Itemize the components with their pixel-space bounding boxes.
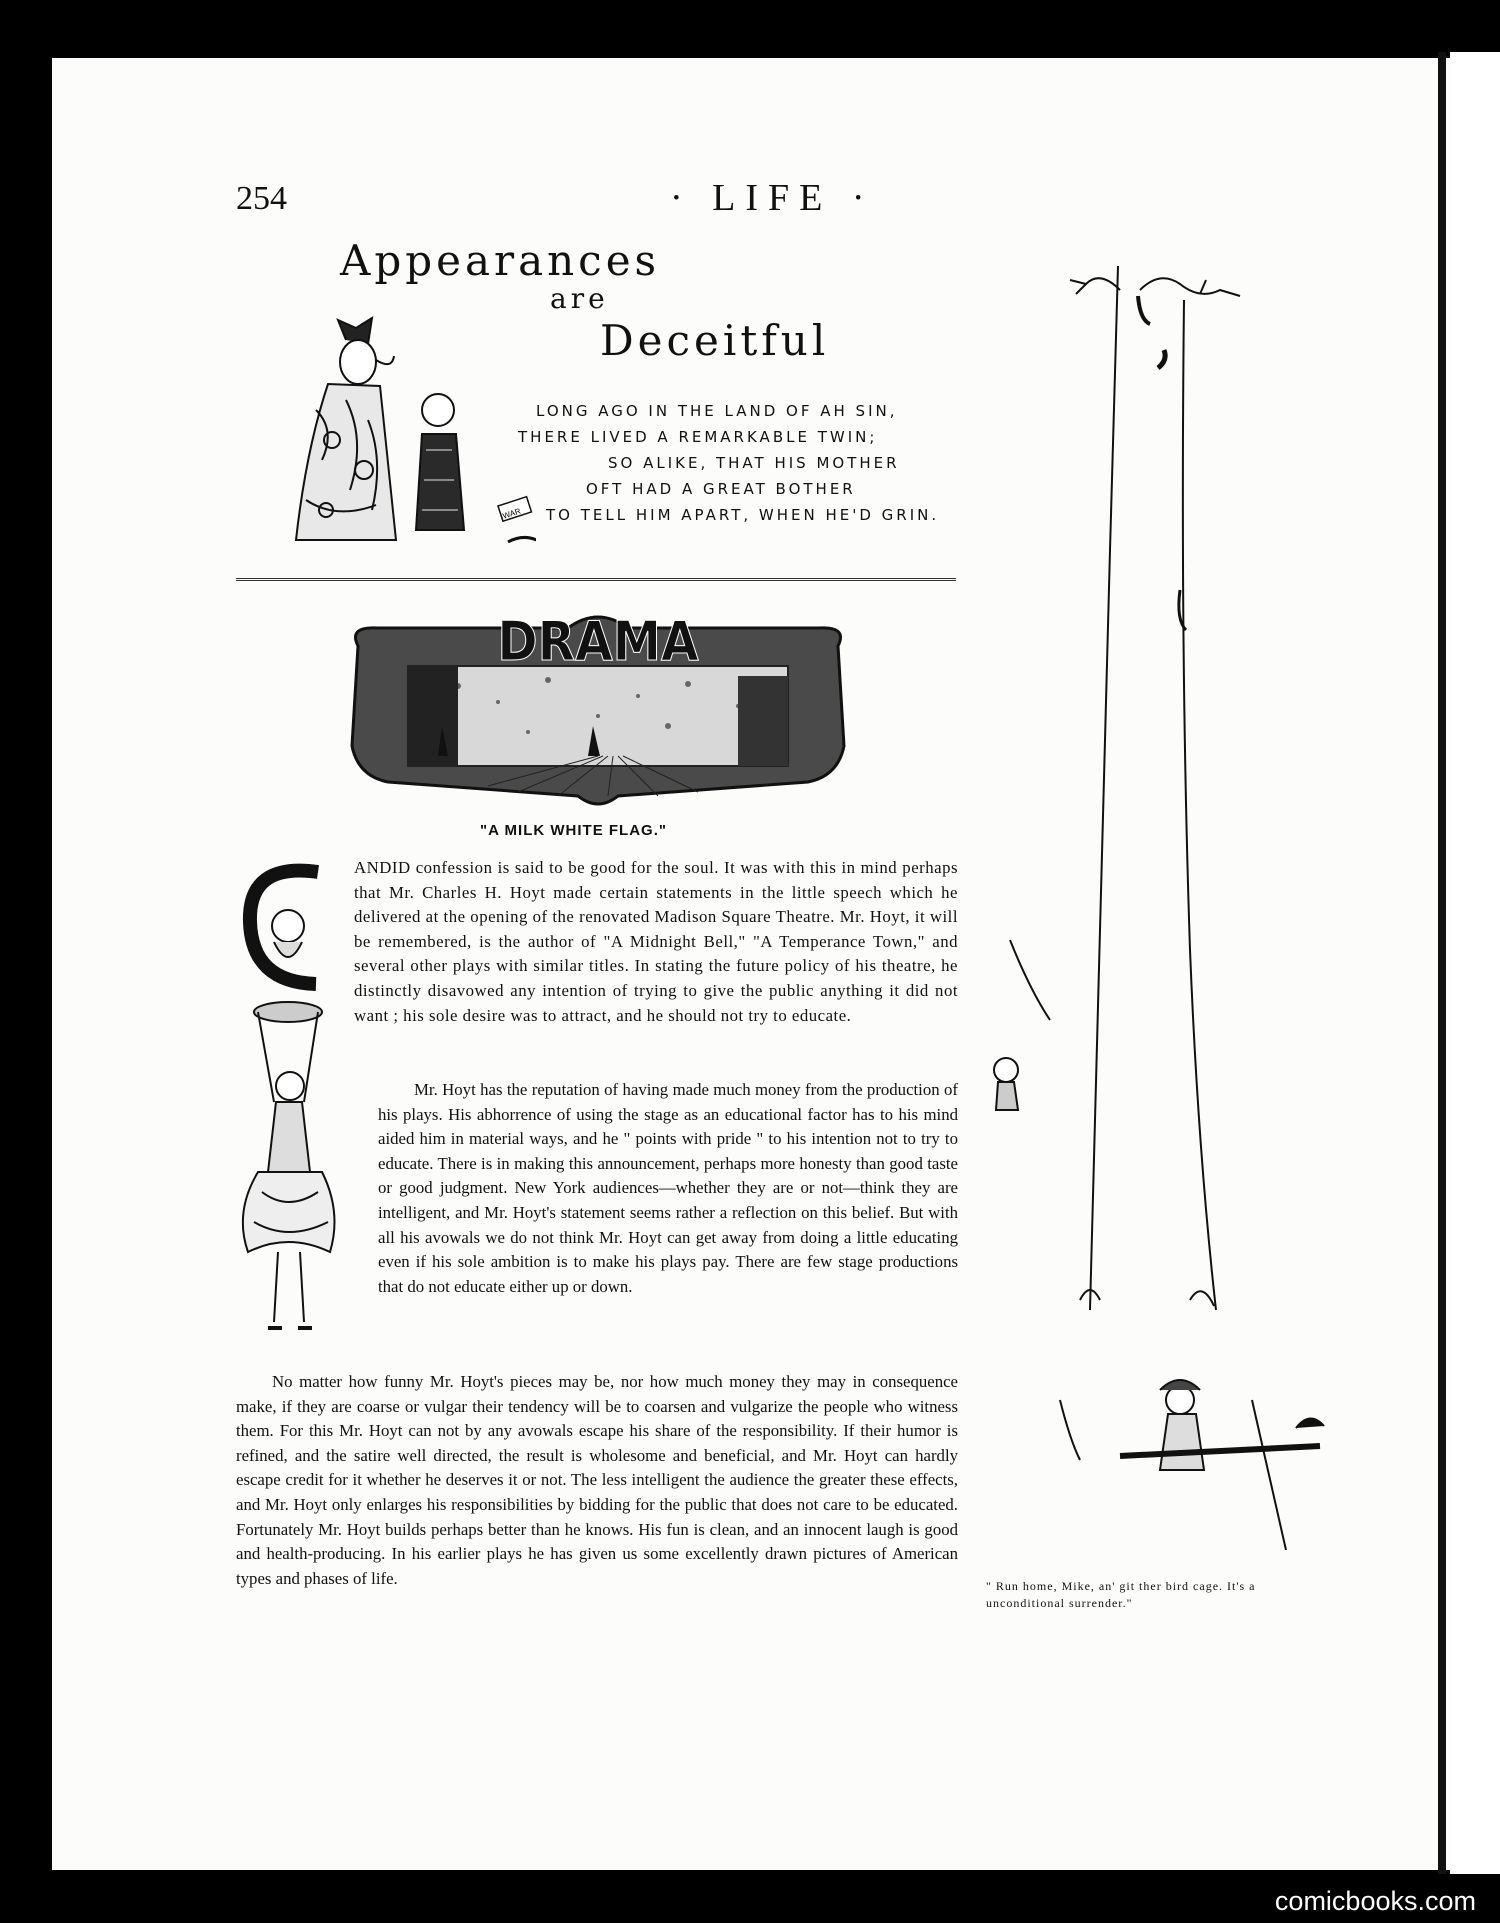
poem-line-1: LONG AGO IN THE LAND OF AH SIN, — [536, 402, 898, 420]
article-paragraph-3 — [236, 1370, 958, 1591]
twins-illustration — [276, 300, 536, 560]
poem-title-line-3: Deceitful — [600, 316, 830, 365]
cartoon-caption: " Run home, Mike, an' git ther bird cage. It's a unconditional surrender." — [986, 1579, 1256, 1610]
poem-line-5: TO TELL HIM APART, WHEN HE'D GRIN. — [546, 506, 940, 524]
article-paragraph-2 — [378, 1078, 958, 1299]
section-divider — [236, 578, 956, 581]
poem-line-3: SO ALIKE, THAT HIS MOTHER — [608, 454, 900, 472]
paragraph-2-text: Mr. Hoyt has the reputation of having made much money from the production of his plays. His abhorrence of using the stage as an educational factor has to his mind aided him in material ways, and he " points with pride " to his intention not to try to educate. There is in making this announcement, perhaps more honesty than good taste or good judgment. New York audiences—whether they are or not—think they are intelligent, and Mr. Hoyt's statement seems rather a reflection on this belief. But with all his avowals we do not think Mr. Hoyt can get away from doing a little educating even if his sole ambition is to make his plays pay. There are few stage productions that do not educate either up or down. — [378, 1080, 958, 1296]
drama-caption: "A MILK WHITE FLAG." — [480, 822, 667, 839]
tree-cartoon — [990, 250, 1370, 1550]
watermark: comicbooks.com — [1274, 1886, 1476, 1916]
article-paragraph-1 — [354, 856, 958, 1028]
page-number: 254 — [236, 180, 287, 217]
page-gutter — [1438, 52, 1446, 1874]
poem-title-line-2: are — [550, 282, 609, 315]
paragraph-1-text: ANDID confession is said to be good for the soul. It was with this in mind perhaps that Mr. Charles H. Hoyt made certain statements in the little speech which he delivered at the opening of the renovated Madison Square Theatre. Mr. Hoyt, it will be remembered, is the author of "A Midnight Bell," "A Temperance Town," and several other plays with similar titles. In stating the future policy of his theatre, he distinctly disavowed any intention of trying to give the public anything it did not want ; his sole desire was to attract, and he should not try to educate. — [354, 858, 958, 1025]
poem-title-line-1: Appearances — [340, 236, 661, 285]
dropcap-illustration — [238, 852, 358, 1362]
masthead: · LIFE · — [670, 177, 875, 219]
drama-banner — [338, 606, 858, 812]
drama-banner-title: DRAMA — [497, 610, 699, 673]
sign-label: WAR — [501, 506, 522, 521]
poem-line-2: THERE LIVED A REMARKABLE TWIN; — [518, 428, 878, 446]
poem-line-4: OFT HAD A GREAT BOTHER — [586, 480, 856, 498]
paragraph-3-text: No matter how funny Mr. Hoyt's pieces may be, nor how much money they may in consequence make, if they are coarse or vulgar their tendency will be to coarsen and vulgarize the people who witness them. For this Mr. Hoyt can not by any avowals escape his share of the responsibility. If their humor is refined, and the satire well directed, the result is wholesome and beneficial, and Mr. Hoyt can hardly escape credit for it whether he deserves it or not. The less intelligent the audience the greater these effects, and Mr. Hoyt only enlarges his responsibilities by bidding for the public that does not care to be educated. Fortunately Mr. Hoyt builds perhaps better than he knows. His fun is clean, and an innocent laugh is good and health-producing. In his earlier plays he has given us some excellently drawn pictures of American types and phases of life. — [236, 1372, 958, 1588]
facing-page-edge — [1450, 52, 1500, 1874]
